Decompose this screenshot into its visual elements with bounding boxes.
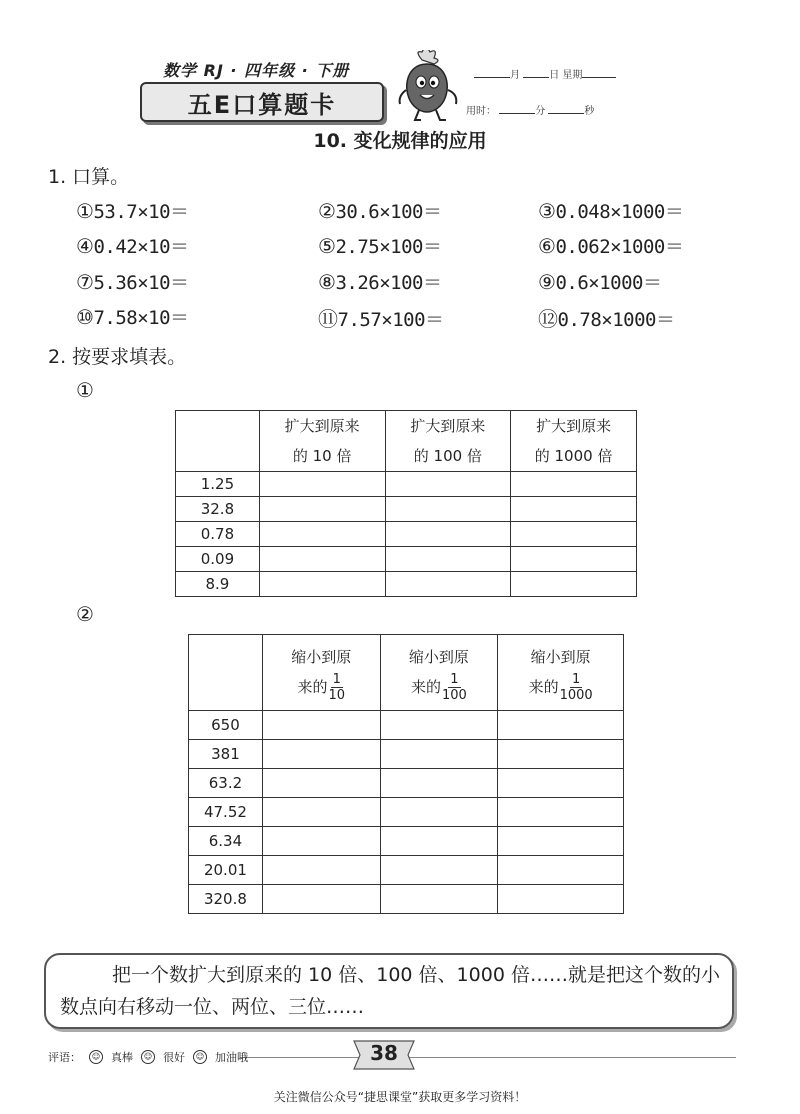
header-cell: 扩大到原来 的 10 倍 [259,411,385,472]
problem-5: ⑤2.75×100＝ [318,234,442,258]
time-min-label: 分 [535,106,546,117]
footer-divider [240,1057,736,1058]
answer-cell[interactable] [380,856,498,885]
answer-cell[interactable] [511,497,637,522]
row-value: 0.09 [176,547,260,572]
time-line[interactable] [466,102,594,117]
row-value: 320.8 [189,885,263,914]
problem-8: ⑧3.26×100＝ [318,270,442,294]
answer-cell[interactable] [262,885,380,914]
answer-cell[interactable] [385,497,511,522]
row-value: 20.01 [189,856,263,885]
table-row [189,740,624,769]
answer-cell[interactable] [259,522,385,547]
answer-cell[interactable] [259,472,385,497]
answer-cell[interactable] [385,522,511,547]
answer-cell[interactable] [498,798,624,827]
header-cell: 扩大到原来 的 1000 倍 [511,411,637,472]
answer-cell[interactable] [380,711,498,740]
header-cell: 缩小到原 来的 $\frac{1}{1000}$ [498,635,624,711]
time-label: 用时： [466,106,496,117]
answer-cell[interactable] [380,769,498,798]
problem-4: ④0.42×10＝ [76,234,189,258]
problem-1: ①53.7×10＝ [76,199,189,223]
answer-cell[interactable] [262,740,380,769]
problem-12: ⑫0.78×1000＝ [538,307,675,331]
header-cell: 缩小到原 来的 $\frac{1}{10}$ [262,635,380,711]
table-row [176,547,637,572]
table-row [189,827,624,856]
answer-cell[interactable] [380,885,498,914]
table-row [176,472,637,497]
row-value: 8.9 [176,572,260,597]
answer-cell[interactable] [380,740,498,769]
answer-cell[interactable] [511,472,637,497]
rating-great: 真棒 [111,1051,133,1064]
problem-11: ⑪7.57×100＝ [318,307,444,331]
answer-cell[interactable] [262,798,380,827]
problem-2: ②30.6×100＝ [318,199,442,223]
answer-cell[interactable] [262,827,380,856]
answer-cell[interactable] [385,547,511,572]
header-cell: 扩大到原来 的 100 倍 [385,411,511,472]
answer-cell[interactable] [385,572,511,597]
answer-cell[interactable] [498,856,624,885]
page-number: 38 [370,1041,398,1065]
answer-cell[interactable] [498,827,624,856]
answer-cell[interactable] [380,798,498,827]
answer-cell[interactable] [259,497,385,522]
rating-good: 很好 [163,1051,185,1064]
row-value: 1.25 [176,472,260,497]
row-value: 32.8 [176,497,260,522]
banner-title: 五E口算题卡 [140,82,384,122]
row-value: 650 [189,711,263,740]
answer-cell[interactable] [511,547,637,572]
comment-label: 评语： [48,1051,81,1064]
problem-10: ⑩7.58×10＝ [76,305,189,329]
answer-cell[interactable] [262,711,380,740]
header-empty-cell [189,635,263,711]
answer-cell[interactable] [498,769,624,798]
table-row [189,769,624,798]
table-row [189,856,624,885]
table-row [189,711,624,740]
table-shrink [188,634,624,914]
problem-3: ③0.048×1000＝ [538,199,684,223]
header-empty-cell [176,411,260,472]
wechat-promo: 关注微信公众号“捷思课堂”获取更多学习资料！ [273,1090,527,1104]
answer-cell[interactable] [262,769,380,798]
answer-cell[interactable] [259,572,385,597]
answer-cell[interactable] [262,856,380,885]
answer-cell[interactable] [385,472,511,497]
table-expand [175,410,637,597]
header-cell: 缩小到原 来的 $\frac{1}{100}$ [380,635,498,711]
subject-label: 数学 RJ · 四年级 · 下册 [163,61,350,80]
date-line[interactable] [474,66,616,81]
grin-face-icon[interactable]: ☺ [89,1050,103,1064]
table-row [176,572,637,597]
answer-cell[interactable] [511,572,637,597]
date-day-label: 日 [549,70,560,81]
table2-label: ② [76,602,94,626]
row-value: 6.34 [189,827,263,856]
lesson-title: 10. 变化规律的应用 [313,130,487,152]
table-row [176,497,637,522]
answer-cell[interactable] [511,522,637,547]
date-week-label: 星期 [562,70,583,81]
answer-cell[interactable] [498,740,624,769]
comment-ratings [48,1049,248,1065]
row-value: 381 [189,740,263,769]
cheer-face-icon[interactable]: ☺ [193,1050,207,1064]
rule-note-box [44,953,734,1029]
table-row [189,798,624,827]
rating-keep-going: 加油哦 [215,1051,248,1064]
mascot-icon [392,50,462,125]
answer-cell[interactable] [259,547,385,572]
problem-6: ⑥0.062×1000＝ [538,234,684,258]
table-row [176,522,637,547]
section2-heading: 2. 按要求填表。 [48,346,187,368]
row-value: 63.2 [189,769,263,798]
table-row [189,885,624,914]
answer-cell[interactable] [380,827,498,856]
date-month-label: 月 [510,70,520,81]
rule-note-text: 把一个数扩大到原来的 10 倍、100 倍、1000 倍……就是把这个数的小数点向右移动一位、两位、三位…… [60,964,720,1018]
row-value: 47.52 [189,798,263,827]
section1-heading: 1. 口算。 [48,166,130,188]
smile-face-icon[interactable]: ☺ [141,1050,155,1064]
problem-7: ⑦5.36×10＝ [76,270,189,294]
answer-cell[interactable] [498,711,624,740]
answer-cell[interactable] [498,885,624,914]
row-value: 0.78 [176,522,260,547]
table1-label: ① [76,378,94,402]
time-sec-label: 秒 [584,106,595,117]
problem-9: ⑨0.6×1000＝ [538,270,662,294]
